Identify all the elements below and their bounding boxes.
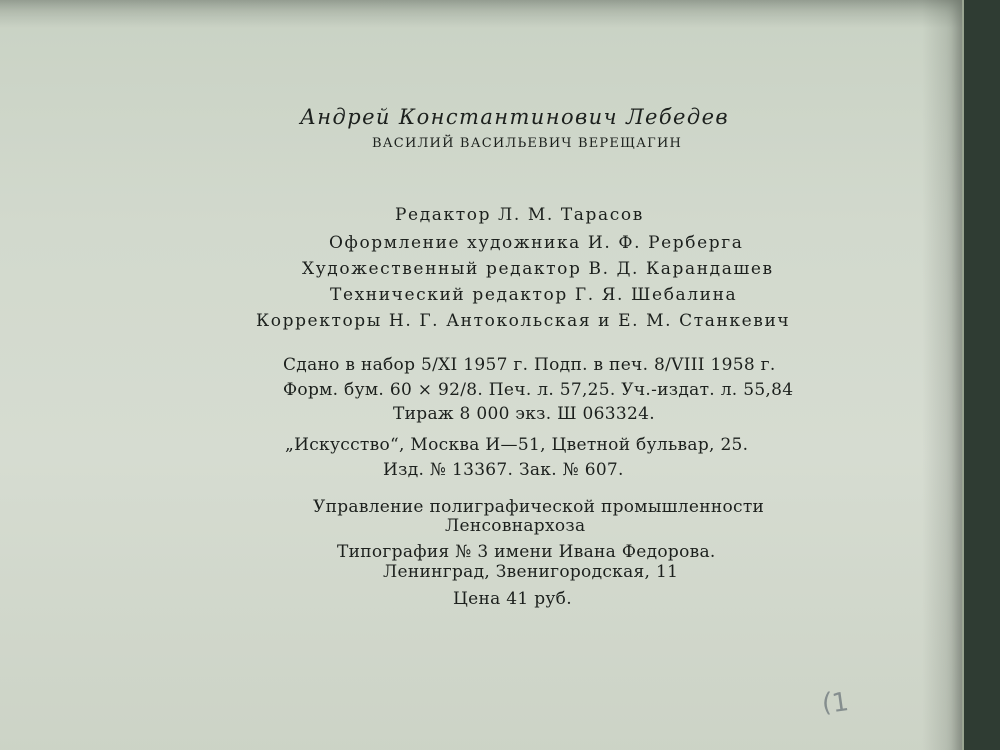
publisher-address: „Искусство“, Москва И—51, Цветной бульвар, 25.: [285, 435, 749, 455]
printing-house-name: Типография № 3 имени Ивана Федорова.: [337, 542, 716, 562]
credit-design: Оформление художника И. Ф. Рерберга: [329, 233, 744, 253]
pencil-mark: (1: [822, 686, 851, 720]
print-run: Тираж 8 000 экз. Ш 063324.: [393, 404, 655, 424]
print-format: Форм. бум. 60 × 92/8. Печ. л. 57,25. Уч.-издат. л. 55,84: [283, 380, 794, 400]
author-name: Андрей Константинович Лебедев: [300, 105, 730, 129]
publisher-order: Изд. № 13367. Зак. № 607.: [383, 460, 624, 480]
administration-line-2: Ленсовнархоза: [445, 516, 586, 536]
pencil-mark-digit: 1: [830, 686, 851, 720]
print-dates: Сдано в набор 5/XI 1957 г. Подп. в печ. 8/VIII 1958 г.: [283, 355, 776, 375]
credit-proofreaders: Корректоры Н. Г. Антокольская и Е. М. Станкевич: [256, 311, 791, 331]
book-subject: ВАСИЛИЙ ВАСИЛЬЕВИЧ ВЕРЕЩАГИН: [372, 136, 683, 151]
credit-editor: Редактор Л. М. Тарасов: [395, 205, 644, 225]
credit-tech-editor: Технический редактор Г. Я. Шебалина: [330, 285, 738, 305]
printing-house-address: Ленинград, Звенигородская, 11: [383, 562, 679, 582]
price: Цена 41 руб.: [453, 589, 572, 609]
credit-art-editor: Художественный редактор В. Д. Карандашев: [302, 259, 774, 279]
administration-line-1: Управление полиграфической промышленности: [313, 497, 765, 517]
